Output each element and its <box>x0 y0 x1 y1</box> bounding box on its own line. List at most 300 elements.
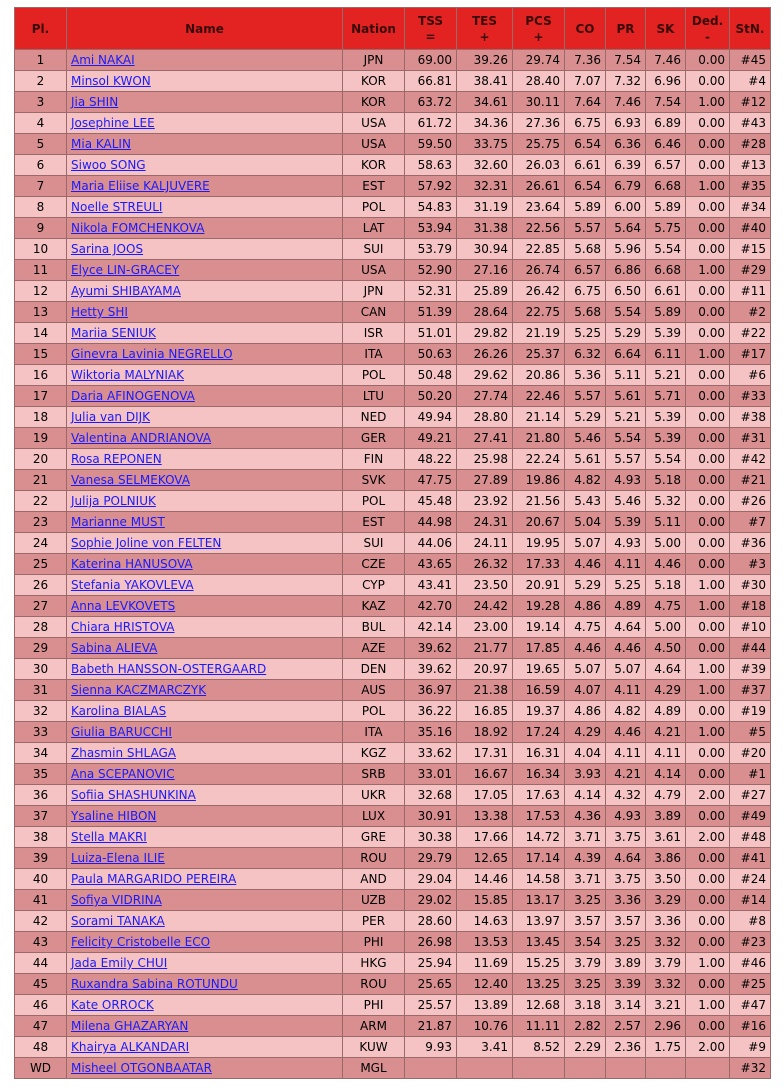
cell-skater-name <box>67 764 343 785</box>
table-row <box>15 764 771 785</box>
cell-nation: FIN <box>343 449 405 470</box>
cell-sk: 6.46 <box>646 134 686 155</box>
cell-sk: 4.46 <box>646 554 686 575</box>
cell-start-number: #45 <box>730 50 771 71</box>
cell-pr: 5.96 <box>606 239 646 260</box>
cell-tes: 3.41 <box>457 1037 513 1058</box>
cell-skater-name <box>67 743 343 764</box>
skater-profile-link[interactable]: Milena GHAZARYAN <box>71 1019 189 1033</box>
skater-profile-link[interactable]: Kate ORROCK <box>71 998 154 1012</box>
skater-profile-link[interactable]: Sofiya VIDRINA <box>71 893 162 907</box>
cell-co: 5.04 <box>565 512 606 533</box>
cell-sk: 4.64 <box>646 659 686 680</box>
cell-nation: JPN <box>343 50 405 71</box>
skater-profile-link[interactable]: Anna LEVKOVETS <box>71 599 176 613</box>
cell-tes: 13.38 <box>457 806 513 827</box>
skater-profile-link[interactable]: Sarina JOOS <box>71 242 144 256</box>
cell-skater-name <box>67 239 343 260</box>
cell-start-number: #24 <box>730 869 771 890</box>
table-row <box>15 323 771 344</box>
skater-profile-link[interactable]: Zhasmin SHLAGA <box>71 746 176 760</box>
table-row <box>15 302 771 323</box>
cell-skater-name <box>67 1016 343 1037</box>
cell-nation: KOR <box>343 92 405 113</box>
cell-skater-name <box>67 176 343 197</box>
cell-start-number: #37 <box>730 680 771 701</box>
cell-pcs: 26.74 <box>513 260 565 281</box>
cell-sk: 6.96 <box>646 71 686 92</box>
cell-tss: 9.93 <box>405 1037 457 1058</box>
header-co: CO <box>565 8 606 50</box>
skater-profile-link[interactable]: Elyce LIN-GRACEY <box>71 263 180 277</box>
cell-nation: EST <box>343 512 405 533</box>
skater-profile-link[interactable]: Sophie Joline von FELTEN <box>71 536 222 550</box>
table-body <box>15 50 771 1079</box>
cell-tss: 52.90 <box>405 260 457 281</box>
cell-start-number: #25 <box>730 974 771 995</box>
cell-tes: 34.36 <box>457 113 513 134</box>
cell-tes: 38.41 <box>457 71 513 92</box>
cell-place: 18 <box>15 407 67 428</box>
skater-profile-link[interactable]: Hetty SHI <box>71 305 128 319</box>
cell-nation: EST <box>343 176 405 197</box>
cell-tes: 10.76 <box>457 1016 513 1037</box>
cell-tes: 24.11 <box>457 533 513 554</box>
cell-place: 30 <box>15 659 67 680</box>
cell-pcs: 17.63 <box>513 785 565 806</box>
cell-pcs: 23.64 <box>513 197 565 218</box>
cell-co: 6.75 <box>565 281 606 302</box>
cell-deduction: 1.00 <box>686 92 730 113</box>
cell-nation: CYP <box>343 575 405 596</box>
cell-deduction: 1.00 <box>686 659 730 680</box>
table-row <box>15 155 771 176</box>
cell-start-number: #35 <box>730 176 771 197</box>
cell-place: 15 <box>15 344 67 365</box>
cell-start-number: #7 <box>730 512 771 533</box>
cell-tss: 28.60 <box>405 911 457 932</box>
skater-profile-link[interactable]: Ruxandra Sabina ROTUNDU <box>71 977 238 991</box>
cell-place: 8 <box>15 197 67 218</box>
cell-pcs: 17.14 <box>513 848 565 869</box>
cell-tss: 49.21 <box>405 428 457 449</box>
cell-nation: POL <box>343 701 405 722</box>
cell-place: 34 <box>15 743 67 764</box>
cell-skater-name <box>67 365 343 386</box>
table-row <box>15 218 771 239</box>
table-row <box>15 71 771 92</box>
cell-sk: 7.46 <box>646 50 686 71</box>
cell-sk: 6.11 <box>646 344 686 365</box>
cell-deduction: 0.00 <box>686 764 730 785</box>
cell-start-number: #12 <box>730 92 771 113</box>
cell-start-number: #31 <box>730 428 771 449</box>
cell-deduction: 0.00 <box>686 638 730 659</box>
cell-nation: USA <box>343 260 405 281</box>
cell-tss: 29.04 <box>405 869 457 890</box>
skater-profile-link[interactable]: Maria Eliise KALJUVERE <box>71 179 210 193</box>
skater-profile-link[interactable]: Wiktoria MALYNIAK <box>71 368 184 382</box>
cell-deduction: 1.00 <box>686 344 730 365</box>
cell-pr: 6.79 <box>606 176 646 197</box>
cell-tes: 29.62 <box>457 365 513 386</box>
cell-tes: 15.85 <box>457 890 513 911</box>
header-pcs: PCS + <box>513 8 565 50</box>
skater-profile-link[interactable]: Siwoo SONG <box>71 158 146 172</box>
cell-tes: 27.16 <box>457 260 513 281</box>
cell-place: 9 <box>15 218 67 239</box>
cell-tss: 35.16 <box>405 722 457 743</box>
cell-place: 47 <box>15 1016 67 1037</box>
cell-tss: 51.01 <box>405 323 457 344</box>
cell-pr: 3.57 <box>606 911 646 932</box>
cell-place: 37 <box>15 806 67 827</box>
cell-pcs: 29.74 <box>513 50 565 71</box>
table-row <box>15 449 771 470</box>
cell-skater-name <box>67 974 343 995</box>
cell-place: 43 <box>15 932 67 953</box>
cell-tss: 51.39 <box>405 302 457 323</box>
cell-place: 22 <box>15 491 67 512</box>
cell-deduction: 1.00 <box>686 596 730 617</box>
cell-pr: 3.36 <box>606 890 646 911</box>
cell-tes: 13.53 <box>457 932 513 953</box>
cell-tss: 43.65 <box>405 554 457 575</box>
cell-tss: 36.97 <box>405 680 457 701</box>
skater-profile-link[interactable]: Vanesa SELMEKOVA <box>71 473 190 487</box>
cell-deduction: 0.00 <box>686 890 730 911</box>
cell-pcs: 13.45 <box>513 932 565 953</box>
cell-skater-name <box>67 197 343 218</box>
cell-skater-name <box>67 512 343 533</box>
cell-deduction: 0.00 <box>686 239 730 260</box>
cell-pcs: 19.37 <box>513 701 565 722</box>
cell-co <box>565 1058 606 1079</box>
cell-pcs: 22.85 <box>513 239 565 260</box>
cell-start-number: #22 <box>730 323 771 344</box>
cell-nation: LTU <box>343 386 405 407</box>
skater-profile-link[interactable]: Giulia BARUCCHI <box>71 725 172 739</box>
skater-profile-link[interactable]: Sofiia SHASHUNKINA <box>71 788 196 802</box>
cell-start-number: #42 <box>730 449 771 470</box>
cell-tes: 31.19 <box>457 197 513 218</box>
cell-skater-name <box>67 92 343 113</box>
cell-place: 17 <box>15 386 67 407</box>
skater-profile-link[interactable]: Rosa REPONEN <box>71 452 162 466</box>
skater-profile-link[interactable]: Minsol KWON <box>71 74 151 88</box>
cell-sk <box>646 1058 686 1079</box>
cell-pr: 3.75 <box>606 827 646 848</box>
cell-tes: 11.69 <box>457 953 513 974</box>
cell-start-number: #6 <box>730 365 771 386</box>
cell-pr: 5.61 <box>606 386 646 407</box>
cell-nation: HKG <box>343 953 405 974</box>
skater-profile-link[interactable]: Jada Emily CHUI <box>71 956 168 970</box>
cell-deduction: 0.00 <box>686 449 730 470</box>
skater-profile-link[interactable]: Khairya ALKANDARI <box>71 1040 190 1054</box>
cell-co: 3.18 <box>565 995 606 1016</box>
cell-pcs: 22.24 <box>513 449 565 470</box>
cell-place: 13 <box>15 302 67 323</box>
cell-co: 3.25 <box>565 974 606 995</box>
cell-pcs: 25.75 <box>513 134 565 155</box>
skater-profile-link[interactable]: Babeth HANSSON-OSTERGAARD <box>71 662 267 676</box>
cell-tss: 43.41 <box>405 575 457 596</box>
cell-pcs: 13.97 <box>513 911 565 932</box>
cell-nation: ROU <box>343 974 405 995</box>
cell-pcs: 17.53 <box>513 806 565 827</box>
cell-tes: 12.65 <box>457 848 513 869</box>
skater-profile-link[interactable]: Mia KALIN <box>71 137 131 151</box>
cell-tss: 25.57 <box>405 995 457 1016</box>
cell-tss: 44.98 <box>405 512 457 533</box>
cell-tes: 13.89 <box>457 995 513 1016</box>
skater-profile-link[interactable]: Julija POLNIUK <box>71 494 156 508</box>
cell-tss: 42.14 <box>405 617 457 638</box>
skater-profile-link[interactable]: Karolina BIALAS <box>71 704 167 718</box>
cell-pcs: 19.28 <box>513 596 565 617</box>
cell-pcs: 17.85 <box>513 638 565 659</box>
cell-skater-name <box>67 260 343 281</box>
cell-deduction: 0.00 <box>686 323 730 344</box>
cell-pcs: 26.61 <box>513 176 565 197</box>
table-row <box>15 785 771 806</box>
cell-co: 4.75 <box>565 617 606 638</box>
cell-place: 11 <box>15 260 67 281</box>
cell-skater-name <box>67 617 343 638</box>
cell-nation: DEN <box>343 659 405 680</box>
cell-skater-name <box>67 932 343 953</box>
cell-start-number: #46 <box>730 953 771 974</box>
cell-pr: 6.36 <box>606 134 646 155</box>
cell-pr: 4.93 <box>606 533 646 554</box>
cell-deduction: 0.00 <box>686 932 730 953</box>
cell-place: 31 <box>15 680 67 701</box>
skater-profile-link[interactable]: Sienna KACZMARCZYK <box>71 683 207 697</box>
cell-skater-name <box>67 1058 343 1079</box>
cell-co: 4.14 <box>565 785 606 806</box>
cell-co: 4.82 <box>565 470 606 491</box>
cell-sk: 5.89 <box>646 197 686 218</box>
cell-pr: 4.11 <box>606 680 646 701</box>
cell-co: 6.57 <box>565 260 606 281</box>
cell-co: 3.54 <box>565 932 606 953</box>
cell-place: 29 <box>15 638 67 659</box>
cell-skater-name <box>67 218 343 239</box>
cell-sk: 5.54 <box>646 239 686 260</box>
cell-pcs: 14.58 <box>513 869 565 890</box>
cell-skater-name <box>67 785 343 806</box>
cell-deduction: 1.00 <box>686 176 730 197</box>
cell-tss: 49.94 <box>405 407 457 428</box>
cell-pr: 4.11 <box>606 743 646 764</box>
cell-start-number: #2 <box>730 302 771 323</box>
cell-pr: 4.93 <box>606 470 646 491</box>
skater-profile-link[interactable]: Luiza-Elena ILIE <box>71 851 165 865</box>
cell-place: 25 <box>15 554 67 575</box>
cell-skater-name <box>67 50 343 71</box>
table-row <box>15 134 771 155</box>
cell-pcs: 21.19 <box>513 323 565 344</box>
cell-nation: KOR <box>343 71 405 92</box>
cell-start-number: #34 <box>730 197 771 218</box>
cell-skater-name <box>67 911 343 932</box>
cell-pcs: 17.24 <box>513 722 565 743</box>
cell-tes: 31.38 <box>457 218 513 239</box>
table-header <box>15 8 771 50</box>
cell-place: 44 <box>15 953 67 974</box>
cell-tss: 33.62 <box>405 743 457 764</box>
skater-profile-link[interactable]: Ana SCEPANOVIC <box>71 767 175 781</box>
cell-pr: 3.14 <box>606 995 646 1016</box>
header-name: Name <box>67 8 343 50</box>
skater-profile-link[interactable]: Misheel OTGONBAATAR <box>71 1061 212 1075</box>
cell-co: 3.25 <box>565 890 606 911</box>
cell-skater-name <box>67 302 343 323</box>
cell-pcs: 20.91 <box>513 575 565 596</box>
cell-tes: 32.60 <box>457 155 513 176</box>
skater-profile-link[interactable]: Ginevra Lavinia NEGRELLO <box>71 347 233 361</box>
cell-sk: 4.14 <box>646 764 686 785</box>
skater-profile-link[interactable]: Felicity Cristobelle ECO <box>71 935 211 949</box>
cell-nation: SUI <box>343 239 405 260</box>
cell-co: 5.57 <box>565 386 606 407</box>
cell-tes: 21.77 <box>457 638 513 659</box>
skater-profile-link[interactable]: Josephine LEE <box>71 116 155 130</box>
skater-profile-link[interactable]: Mariia SENIUK <box>71 326 156 340</box>
cell-place: 46 <box>15 995 67 1016</box>
cell-place: 5 <box>15 134 67 155</box>
skater-profile-link[interactable]: Katerina HANUSOVA <box>71 557 193 571</box>
cell-sk: 3.79 <box>646 953 686 974</box>
cell-skater-name <box>67 659 343 680</box>
cell-start-number: #38 <box>730 407 771 428</box>
table-row <box>15 890 771 911</box>
cell-tss: 59.50 <box>405 134 457 155</box>
table-row <box>15 554 771 575</box>
skater-profile-link[interactable]: Ysaline HIBON <box>71 809 157 823</box>
cell-skater-name <box>67 1037 343 1058</box>
skater-profile-link[interactable]: Ami NAKAI <box>71 53 135 67</box>
cell-pcs: 28.40 <box>513 71 565 92</box>
cell-co: 4.04 <box>565 743 606 764</box>
cell-pcs: 17.33 <box>513 554 565 575</box>
cell-pcs: 12.68 <box>513 995 565 1016</box>
cell-tes: 26.32 <box>457 554 513 575</box>
skater-profile-link[interactable]: Stefania YAKOVLEVA <box>71 578 194 592</box>
cell-start-number: #17 <box>730 344 771 365</box>
table-row <box>15 680 771 701</box>
table-row <box>15 869 771 890</box>
cell-skater-name <box>67 71 343 92</box>
cell-tes: 14.46 <box>457 869 513 890</box>
cell-pcs: 19.95 <box>513 533 565 554</box>
skater-profile-link[interactable]: Julia van DIJK <box>71 410 151 424</box>
cell-pcs: 27.36 <box>513 113 565 134</box>
cell-co: 7.36 <box>565 50 606 71</box>
cell-deduction: 0.00 <box>686 134 730 155</box>
cell-tss: 53.94 <box>405 218 457 239</box>
cell-sk: 4.75 <box>646 596 686 617</box>
cell-sk: 5.18 <box>646 470 686 491</box>
cell-deduction: 2.00 <box>686 1037 730 1058</box>
cell-nation: CAN <box>343 302 405 323</box>
cell-place: 7 <box>15 176 67 197</box>
cell-skater-name <box>67 155 343 176</box>
skater-profile-link[interactable]: Daria AFINOGENOVA <box>71 389 195 403</box>
cell-start-number: #40 <box>730 218 771 239</box>
cell-pcs: 13.17 <box>513 890 565 911</box>
cell-start-number: #48 <box>730 827 771 848</box>
skater-profile-link[interactable]: Paula MARGARIDO PEREIRA <box>71 872 237 886</box>
skater-profile-link[interactable]: Stella MAKRI <box>71 830 147 844</box>
cell-nation: ITA <box>343 722 405 743</box>
cell-sk: 6.57 <box>646 155 686 176</box>
skater-profile-link[interactable]: Valentina ANDRIANOVA <box>71 431 212 445</box>
cell-pr: 6.50 <box>606 281 646 302</box>
cell-pr: 3.25 <box>606 932 646 953</box>
cell-nation: KUW <box>343 1037 405 1058</box>
cell-sk: 5.75 <box>646 218 686 239</box>
cell-sk: 5.89 <box>646 302 686 323</box>
cell-pcs: 21.56 <box>513 491 565 512</box>
cell-tes: 12.40 <box>457 974 513 995</box>
cell-tss: 29.02 <box>405 890 457 911</box>
cell-co: 4.36 <box>565 806 606 827</box>
cell-pr: 4.46 <box>606 638 646 659</box>
cell-co: 4.07 <box>565 680 606 701</box>
cell-place: 38 <box>15 827 67 848</box>
skater-profile-link[interactable]: Chiara HRISTOVA <box>71 620 175 634</box>
cell-tes: 27.41 <box>457 428 513 449</box>
skater-profile-link[interactable]: Jia SHIN <box>71 95 119 109</box>
cell-start-number: #15 <box>730 239 771 260</box>
skater-profile-link[interactable]: Noelle STREULI <box>71 200 163 214</box>
cell-pr: 7.32 <box>606 71 646 92</box>
skater-profile-link[interactable]: Ayumi SHIBAYAMA <box>71 284 181 298</box>
cell-pr <box>606 1058 646 1079</box>
cell-co: 5.07 <box>565 533 606 554</box>
cell-place: 1 <box>15 50 67 71</box>
cell-deduction: 0.00 <box>686 806 730 827</box>
cell-sk: 4.50 <box>646 638 686 659</box>
cell-sk: 3.21 <box>646 995 686 1016</box>
cell-tss: 52.31 <box>405 281 457 302</box>
cell-co: 4.39 <box>565 848 606 869</box>
skater-profile-link[interactable]: Nikola FOMCHENKOVA <box>71 221 205 235</box>
skater-profile-link[interactable]: Sorami TANAKA <box>71 914 165 928</box>
header-sk: SK <box>646 8 686 50</box>
cell-tss: 66.81 <box>405 71 457 92</box>
cell-deduction: 0.00 <box>686 365 730 386</box>
cell-deduction: 0.00 <box>686 407 730 428</box>
header-nation: Nation <box>343 8 405 50</box>
cell-tss: 25.94 <box>405 953 457 974</box>
skater-profile-link[interactable]: Sabina ALIEVA <box>71 641 158 655</box>
cell-co: 4.46 <box>565 638 606 659</box>
cell-pcs: 21.80 <box>513 428 565 449</box>
cell-pr: 7.46 <box>606 92 646 113</box>
table-row <box>15 1016 771 1037</box>
cell-co: 5.36 <box>565 365 606 386</box>
skater-profile-link[interactable]: Marianne MUST <box>71 515 165 529</box>
cell-pr: 5.11 <box>606 365 646 386</box>
cell-nation: AND <box>343 869 405 890</box>
cell-place: 19 <box>15 428 67 449</box>
cell-pr: 4.64 <box>606 848 646 869</box>
cell-sk: 5.39 <box>646 323 686 344</box>
cell-pr: 5.54 <box>606 428 646 449</box>
